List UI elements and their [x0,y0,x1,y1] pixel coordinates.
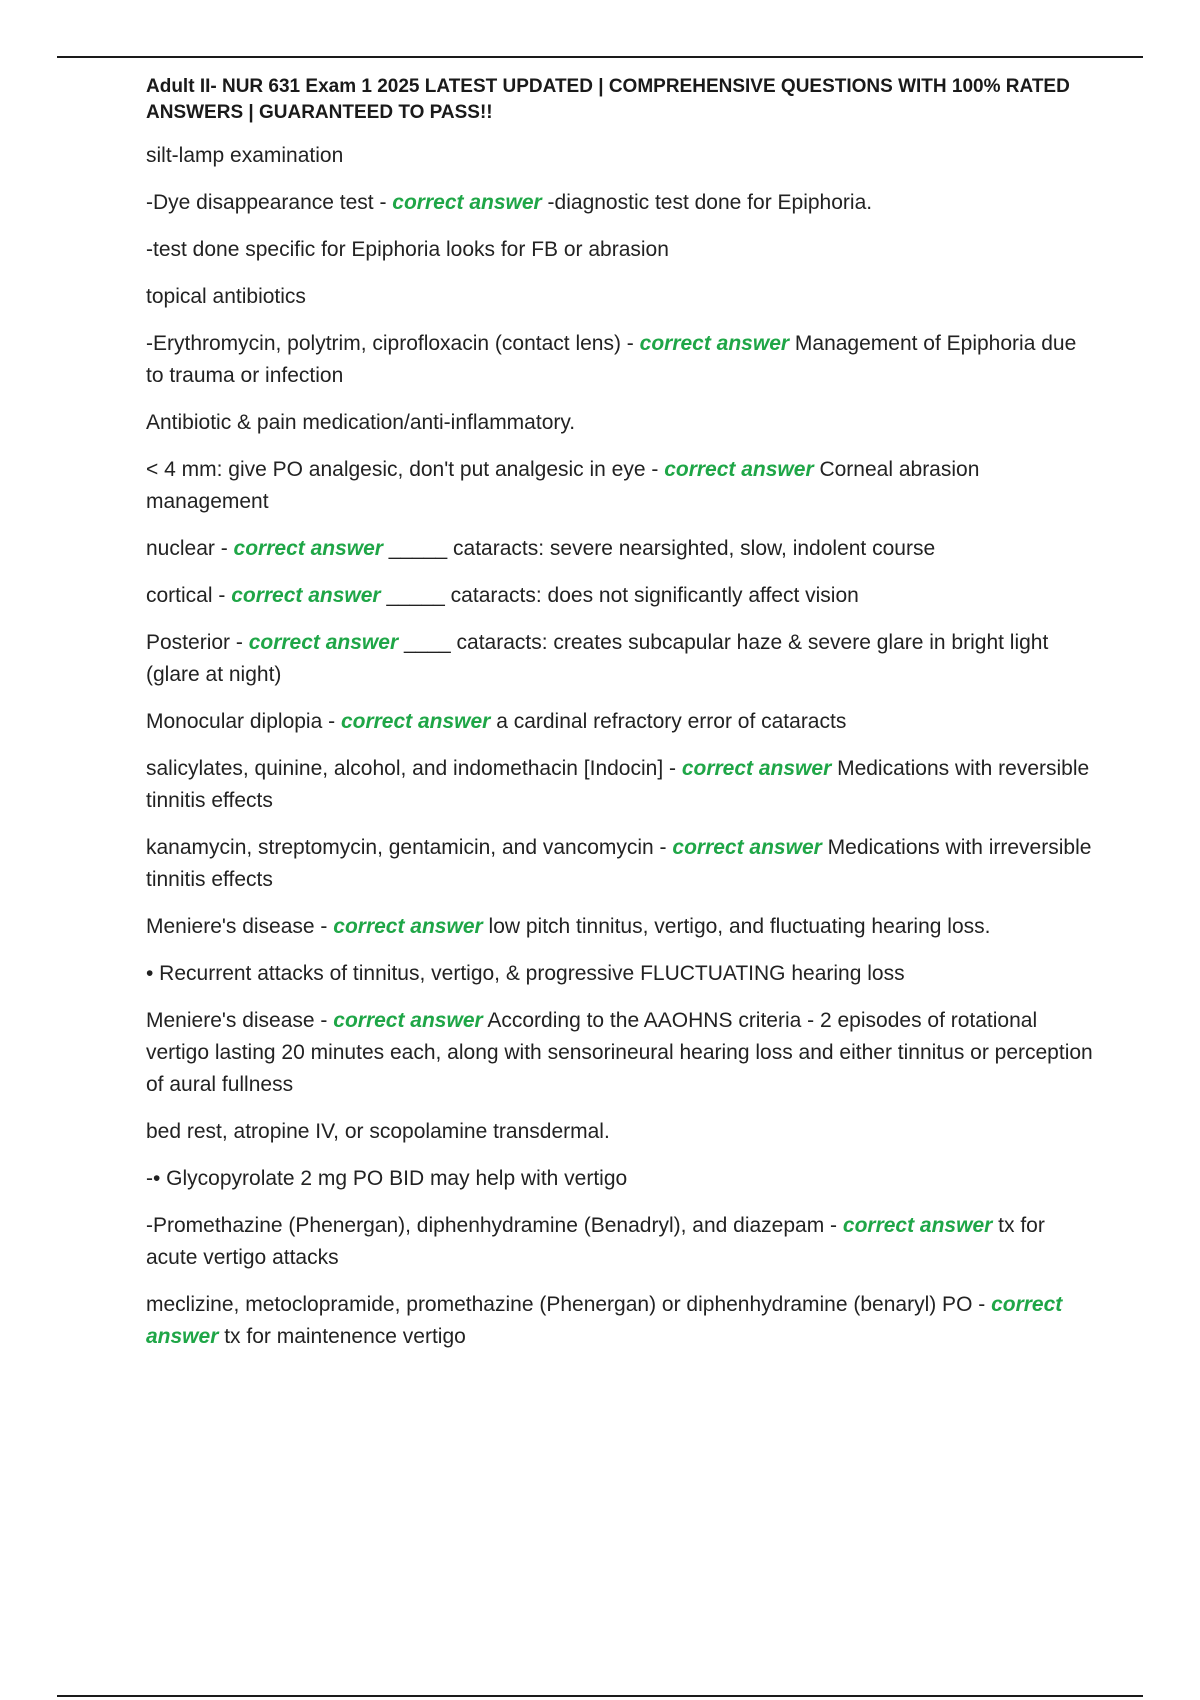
entry-question: bed rest, atropine IV, or scopolamine transdermal. [146,1120,610,1143]
entry-question: cortical - [146,584,232,607]
qa-entry [146,1116,1096,1148]
entry-answer: tx for acute vertigo attacks [146,1214,1045,1269]
correct-answer-label: correct answer [392,191,542,214]
qa-entry [146,1163,1096,1195]
qa-entry [146,533,1096,565]
entry-answer: ____ cataracts: creates subcapular haze & severe glare in bright light (glare at night) [146,631,1049,686]
entry-question: -Dye disappearance test - [146,191,393,214]
entry-question: Meniere's disease - [146,1009,334,1032]
correct-answer-label: correct answer [664,458,814,481]
entry-question: kanamycin, streptomycin, gentamicin, and vancomycin - [146,836,673,859]
correct-answer-label: correct answer [231,584,381,607]
qa-entry [146,140,1096,172]
entry-question: -• Glycopyrolate 2 mg PO BID may help with vertigo [146,1167,628,1190]
entry-answer: Medications with irreversible tinnitis effects [146,836,1092,891]
qa-entry [146,1005,1096,1101]
qa-entry [146,706,1096,738]
correct-answer-label: correct answer [146,1293,1063,1348]
entry-question: • Recurrent attacks of tinnitus, vertigo, & progressive FLUCTUATING hearing loss [146,962,905,985]
entry-answer: a cardinal refractory error of cataracts [490,710,847,733]
entry-question: nuclear - [146,537,234,560]
correct-answer-label: correct answer [333,915,483,938]
correct-answer-label: correct answer [248,631,399,654]
entry-answer: low pitch tinnitus, vertigo, and fluctuating hearing loss. [482,915,991,938]
bottom-rule [57,1695,1143,1697]
qa-entry [146,580,1096,612]
correct-answer-label: correct answer [672,836,822,859]
correct-answer-label: correct answer [333,1009,483,1032]
qa-entry [146,1210,1096,1274]
entry-answer: -diagnostic test done for Epiphoria. [541,191,873,214]
qa-entry [146,911,1096,943]
entry-answer: tx for maintenence vertigo [218,1325,466,1348]
correct-answer-label: correct answer [842,1214,993,1237]
qa-entry [146,627,1096,691]
document-body [146,74,1096,1368]
entry-question: Monocular diplopia - [146,710,341,733]
qa-entry [146,407,1096,439]
qa-entry [146,234,1096,266]
qa-entry [146,958,1096,990]
entry-question: Antibiotic & pain medication/anti-inflammatory. [146,411,576,434]
qa-entry [146,753,1096,817]
document-title: Adult II- NUR 631 Exam 1 2025 LATEST UPDATED | COMPREHENSIVE QUESTIONS WITH 100% RATED ANSWERS | GUARANTEED TO PASS!! [146,76,1070,123]
entry-answer: _____ cataracts: severe nearsighted, slow, indolent course [382,537,936,560]
entry-question: -Promethazine (Phenergan), diphenhydramine (Benadryl), and diazepam - [146,1214,843,1237]
entry-answer: Corneal abrasion management [146,458,980,513]
top-rule [57,56,1143,58]
qa-entry [146,1289,1096,1353]
qa-entry [146,832,1096,896]
correct-answer-label: correct answer [340,710,491,733]
entry-question: -test done specific for Epiphoria looks for FB or abrasion [146,238,669,261]
entry-question: salicylates, quinine, alcohol, and indomethacin [Indocin] - [146,757,682,780]
entry-question: < 4 mm: give PO analgesic, don't put analgesic in eye - [146,458,665,481]
qa-entry [146,454,1096,518]
entry-question: -Erythromycin, polytrim, ciprofloxacin (contact lens) - [146,332,640,355]
entry-answer: Management of Epiphoria due to trauma or infection [146,332,1077,387]
entry-list [146,140,1096,1353]
entry-answer: According to the AAOHNS criteria - 2 episodes of rotational vertigo lasting 20 minutes each, along with sensorineural hearing loss and either tinnitus or perception of aural fullness [146,1009,1093,1096]
correct-answer-label: correct answer [681,757,832,780]
correct-answer-label: correct answer [639,332,790,355]
entry-answer: Medications with reversible tinnitis effects [146,757,1090,812]
entry-question: Posterior - [146,631,249,654]
entry-answer: _____ cataracts: does not significantly affect vision [380,584,859,607]
correct-answer-label: correct answer [233,537,383,560]
entry-question: Meniere's disease - [146,915,334,938]
entry-question: meclizine, metoclopramide, promethazine (Phenergan) or diphenhydramine (benaryl) PO - [146,1293,992,1316]
qa-entry [146,281,1096,313]
qa-entry [146,187,1096,219]
entry-question: topical antibiotics [146,285,306,308]
entry-question: silt-lamp examination [146,144,344,167]
qa-entry [146,328,1096,392]
